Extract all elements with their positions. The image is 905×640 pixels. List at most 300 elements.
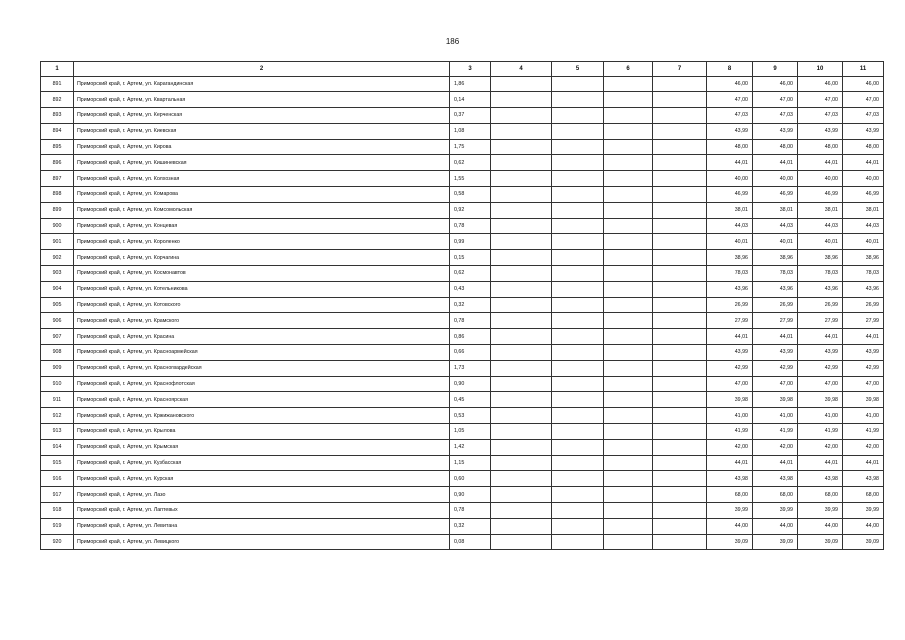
table-row — [41, 518, 884, 534]
empty-cell — [604, 345, 653, 361]
value-col8-cell: 41,99 — [707, 424, 753, 440]
empty-cell — [552, 455, 604, 471]
value-col9-cell: 41,99 — [753, 424, 798, 440]
row-number-cell: 907 — [41, 329, 74, 345]
empty-cell — [552, 92, 604, 108]
empty-cell — [653, 392, 707, 408]
value-col11-cell: 39,98 — [843, 392, 884, 408]
value-col3-cell: 0,90 — [450, 487, 491, 503]
value-col9-cell: 39,99 — [753, 503, 798, 519]
value-col9-cell: 43,99 — [753, 123, 798, 139]
value-col11-cell: 26,99 — [843, 297, 884, 313]
table-body — [41, 76, 884, 550]
value-col10-cell: 39,09 — [798, 534, 843, 550]
row-number-cell: 920 — [41, 534, 74, 550]
empty-cell — [653, 139, 707, 155]
value-col3-cell: 0,99 — [450, 234, 491, 250]
empty-cell — [491, 376, 552, 392]
empty-cell — [552, 281, 604, 297]
empty-cell — [653, 503, 707, 519]
value-col3-cell: 0,92 — [450, 202, 491, 218]
address-cell: Приморский край, г. Артем, ул. Котовского — [74, 297, 450, 313]
value-col8-cell: 43,96 — [707, 281, 753, 297]
empty-cell — [552, 123, 604, 139]
empty-cell — [491, 345, 552, 361]
value-col9-cell: 40,01 — [753, 234, 798, 250]
row-number-cell: 916 — [41, 471, 74, 487]
value-col3-cell: 0,58 — [450, 187, 491, 203]
empty-cell — [491, 76, 552, 92]
row-number-cell: 912 — [41, 408, 74, 424]
value-col9-cell: 44,01 — [753, 155, 798, 171]
value-col3-cell: 0,15 — [450, 250, 491, 266]
table-row — [41, 281, 884, 297]
column-header: 9 — [753, 62, 798, 77]
empty-cell — [491, 471, 552, 487]
address-cell: Приморский край, г. Артем, ул. Курская — [74, 471, 450, 487]
empty-cell — [491, 313, 552, 329]
empty-cell — [604, 123, 653, 139]
value-col3-cell: 0,86 — [450, 329, 491, 345]
value-col3-cell: 1,73 — [450, 360, 491, 376]
empty-cell — [552, 360, 604, 376]
empty-cell — [604, 234, 653, 250]
empty-cell — [552, 408, 604, 424]
empty-cell — [653, 487, 707, 503]
table-row — [41, 266, 884, 282]
empty-cell — [604, 281, 653, 297]
empty-cell — [491, 487, 552, 503]
value-col9-cell: 38,96 — [753, 250, 798, 266]
empty-cell — [604, 439, 653, 455]
empty-cell — [653, 266, 707, 282]
address-cell: Приморский край, г. Артем, ул. Лазо — [74, 487, 450, 503]
value-col8-cell: 47,03 — [707, 108, 753, 124]
empty-cell — [491, 155, 552, 171]
address-cell: Приморский край, г. Артем, ул. Космонавтов — [74, 266, 450, 282]
table-row — [41, 360, 884, 376]
value-col8-cell: 46,00 — [707, 76, 753, 92]
value-col8-cell: 39,09 — [707, 534, 753, 550]
value-col9-cell: 41,00 — [753, 408, 798, 424]
address-cell: Приморский край, г. Артем, ул. Котельникова — [74, 281, 450, 297]
empty-cell — [552, 139, 604, 155]
value-col9-cell: 44,03 — [753, 218, 798, 234]
empty-cell — [552, 471, 604, 487]
empty-cell — [653, 471, 707, 487]
value-col8-cell: 40,01 — [707, 234, 753, 250]
value-col11-cell: 78,03 — [843, 266, 884, 282]
empty-cell — [552, 202, 604, 218]
row-number-cell: 918 — [41, 503, 74, 519]
empty-cell — [653, 123, 707, 139]
value-col10-cell: 41,99 — [798, 424, 843, 440]
column-header: 10 — [798, 62, 843, 77]
empty-cell — [653, 376, 707, 392]
empty-cell — [653, 187, 707, 203]
address-cell: Приморский край, г. Артем, ул. Красноярская — [74, 392, 450, 408]
value-col10-cell: 39,98 — [798, 392, 843, 408]
value-col10-cell: 43,98 — [798, 471, 843, 487]
empty-cell — [604, 92, 653, 108]
address-cell: Приморский край, г. Артем, ул. Левитана — [74, 518, 450, 534]
value-col11-cell: 46,99 — [843, 187, 884, 203]
value-col9-cell: 46,00 — [753, 76, 798, 92]
empty-cell — [552, 171, 604, 187]
value-col11-cell: 38,01 — [843, 202, 884, 218]
table-row — [41, 408, 884, 424]
table-row — [41, 218, 884, 234]
value-col8-cell: 44,01 — [707, 455, 753, 471]
value-col11-cell: 44,01 — [843, 155, 884, 171]
value-col8-cell: 43,99 — [707, 345, 753, 361]
value-col8-cell: 26,99 — [707, 297, 753, 313]
address-cell: Приморский край, г. Артем, ул. Карагандинская — [74, 76, 450, 92]
value-col8-cell: 68,00 — [707, 487, 753, 503]
empty-cell — [491, 250, 552, 266]
value-col11-cell: 44,01 — [843, 329, 884, 345]
row-number-cell: 895 — [41, 139, 74, 155]
row-number-cell: 908 — [41, 345, 74, 361]
empty-cell — [491, 360, 552, 376]
empty-cell — [552, 187, 604, 203]
value-col10-cell: 42,99 — [798, 360, 843, 376]
value-col11-cell: 44,00 — [843, 518, 884, 534]
address-cell: Приморский край, г. Артем, ул. Крымская — [74, 439, 450, 455]
value-col11-cell: 27,99 — [843, 313, 884, 329]
empty-cell — [604, 297, 653, 313]
empty-cell — [604, 376, 653, 392]
value-col10-cell: 46,99 — [798, 187, 843, 203]
address-cell: Приморский край, г. Артем, ул. Красина — [74, 329, 450, 345]
value-col11-cell: 43,98 — [843, 471, 884, 487]
value-col8-cell: 38,01 — [707, 202, 753, 218]
value-col10-cell: 47,00 — [798, 376, 843, 392]
value-col3-cell: 0,78 — [450, 503, 491, 519]
row-number-cell: 913 — [41, 424, 74, 440]
address-cell: Приморский край, г. Артем, ул. Красноармейская — [74, 345, 450, 361]
empty-cell — [552, 518, 604, 534]
value-col10-cell: 38,96 — [798, 250, 843, 266]
empty-cell — [653, 281, 707, 297]
value-col3-cell: 0,14 — [450, 92, 491, 108]
address-cell: Приморский край, г. Артем, ул. Корчагина — [74, 250, 450, 266]
row-number-cell: 892 — [41, 92, 74, 108]
value-col11-cell: 47,00 — [843, 92, 884, 108]
empty-cell — [491, 518, 552, 534]
empty-cell — [653, 455, 707, 471]
empty-cell — [491, 108, 552, 124]
value-col8-cell: 40,00 — [707, 171, 753, 187]
row-number-cell: 915 — [41, 455, 74, 471]
row-number-cell: 906 — [41, 313, 74, 329]
value-col11-cell: 41,00 — [843, 408, 884, 424]
value-col8-cell: 39,99 — [707, 503, 753, 519]
row-number-cell: 910 — [41, 376, 74, 392]
column-header: 6 — [604, 62, 653, 77]
value-col9-cell: 43,96 — [753, 281, 798, 297]
value-col8-cell: 44,01 — [707, 329, 753, 345]
empty-cell — [604, 471, 653, 487]
header-row — [41, 62, 884, 77]
row-number-cell: 896 — [41, 155, 74, 171]
empty-cell — [491, 234, 552, 250]
empty-cell — [491, 266, 552, 282]
empty-cell — [552, 108, 604, 124]
address-cell: Приморский край, г. Артем, ул. Крылова — [74, 424, 450, 440]
row-number-cell: 902 — [41, 250, 74, 266]
value-col3-cell: 0,62 — [450, 266, 491, 282]
row-number-cell: 898 — [41, 187, 74, 203]
row-number-cell: 905 — [41, 297, 74, 313]
column-header: 8 — [707, 62, 753, 77]
empty-cell — [491, 139, 552, 155]
empty-cell — [604, 139, 653, 155]
empty-cell — [604, 329, 653, 345]
value-col11-cell: 43,96 — [843, 281, 884, 297]
address-cell: Приморский край, г. Артем, ул. Красногвардейская — [74, 360, 450, 376]
value-col10-cell: 47,00 — [798, 92, 843, 108]
value-col9-cell: 43,99 — [753, 345, 798, 361]
empty-cell — [552, 218, 604, 234]
value-col10-cell: 78,03 — [798, 266, 843, 282]
empty-cell — [552, 424, 604, 440]
value-col8-cell: 41,00 — [707, 408, 753, 424]
table-row — [41, 503, 884, 519]
value-col3-cell: 0,32 — [450, 518, 491, 534]
table-row — [41, 534, 884, 550]
value-col9-cell: 47,00 — [753, 376, 798, 392]
empty-cell — [552, 503, 604, 519]
empty-cell — [604, 266, 653, 282]
column-header: 4 — [491, 62, 552, 77]
empty-cell — [552, 266, 604, 282]
column-header: 1 — [41, 62, 74, 77]
value-col11-cell: 42,00 — [843, 439, 884, 455]
table-row — [41, 92, 884, 108]
value-col11-cell: 43,99 — [843, 345, 884, 361]
table-row — [41, 345, 884, 361]
column-header: 7 — [653, 62, 707, 77]
empty-cell — [604, 360, 653, 376]
value-col9-cell: 48,00 — [753, 139, 798, 155]
empty-cell — [604, 518, 653, 534]
column-header: 11 — [843, 62, 884, 77]
empty-cell — [604, 108, 653, 124]
value-col8-cell: 47,00 — [707, 376, 753, 392]
address-cell: Приморский край, г. Артем, ул. Киевская — [74, 123, 450, 139]
empty-cell — [653, 329, 707, 345]
page-number: 186 — [445, 37, 460, 46]
empty-cell — [604, 408, 653, 424]
empty-cell — [552, 392, 604, 408]
row-number-cell: 904 — [41, 281, 74, 297]
column-header: 5 — [552, 62, 604, 77]
empty-cell — [552, 155, 604, 171]
empty-cell — [604, 392, 653, 408]
row-number-cell: 900 — [41, 218, 74, 234]
empty-cell — [491, 329, 552, 345]
value-col3-cell: 1,55 — [450, 171, 491, 187]
value-col9-cell: 46,99 — [753, 187, 798, 203]
empty-cell — [604, 187, 653, 203]
empty-cell — [604, 250, 653, 266]
value-col11-cell: 39,99 — [843, 503, 884, 519]
value-col8-cell: 43,99 — [707, 123, 753, 139]
value-col11-cell: 42,99 — [843, 360, 884, 376]
address-cell: Приморский край, г. Артем, ул. Комсомольская — [74, 202, 450, 218]
row-number-cell: 903 — [41, 266, 74, 282]
empty-cell — [653, 424, 707, 440]
value-col9-cell: 26,99 — [753, 297, 798, 313]
address-cell: Приморский край, г. Артем, ул. Лаптевых — [74, 503, 450, 519]
value-col11-cell: 47,03 — [843, 108, 884, 124]
empty-cell — [604, 455, 653, 471]
empty-cell — [552, 250, 604, 266]
empty-cell — [604, 202, 653, 218]
empty-cell — [552, 376, 604, 392]
value-col3-cell: 0,45 — [450, 392, 491, 408]
value-col3-cell: 1,15 — [450, 455, 491, 471]
empty-cell — [653, 155, 707, 171]
value-col11-cell: 38,96 — [843, 250, 884, 266]
value-col10-cell: 44,01 — [798, 155, 843, 171]
value-col9-cell: 38,01 — [753, 202, 798, 218]
empty-cell — [552, 487, 604, 503]
empty-cell — [552, 345, 604, 361]
empty-cell — [552, 534, 604, 550]
row-number-cell: 897 — [41, 171, 74, 187]
value-col9-cell: 40,00 — [753, 171, 798, 187]
value-col3-cell: 1,42 — [450, 439, 491, 455]
row-number-cell: 893 — [41, 108, 74, 124]
empty-cell — [653, 439, 707, 455]
value-col9-cell: 43,98 — [753, 471, 798, 487]
value-col10-cell: 68,00 — [798, 487, 843, 503]
address-cell: Приморский край, г. Артем, ул. Концевая — [74, 218, 450, 234]
table-row — [41, 108, 884, 124]
address-cell: Приморский край, г. Артем, ул. Краснофлотская — [74, 376, 450, 392]
table-row — [41, 471, 884, 487]
value-col3-cell: 0,90 — [450, 376, 491, 392]
value-col10-cell: 40,01 — [798, 234, 843, 250]
value-col11-cell: 39,09 — [843, 534, 884, 550]
empty-cell — [491, 439, 552, 455]
value-col8-cell: 43,98 — [707, 471, 753, 487]
value-col8-cell: 44,00 — [707, 518, 753, 534]
value-col9-cell: 78,03 — [753, 266, 798, 282]
address-cell: Приморский край, г. Артем, ул. Комарова — [74, 187, 450, 203]
empty-cell — [552, 313, 604, 329]
empty-cell — [604, 424, 653, 440]
empty-cell — [491, 218, 552, 234]
empty-cell — [552, 297, 604, 313]
table-row — [41, 392, 884, 408]
value-col8-cell: 38,96 — [707, 250, 753, 266]
empty-cell — [604, 155, 653, 171]
value-col3-cell: 1,75 — [450, 139, 491, 155]
table-row — [41, 123, 884, 139]
address-cell: Приморский край, г. Артем, ул. Крамского — [74, 313, 450, 329]
table-row — [41, 329, 884, 345]
empty-cell — [552, 234, 604, 250]
table-row — [41, 297, 884, 313]
empty-cell — [491, 534, 552, 550]
address-cell: Приморский край, г. Артем, ул. Кишиневская — [74, 155, 450, 171]
empty-cell — [653, 92, 707, 108]
empty-cell — [604, 171, 653, 187]
value-col3-cell: 1,86 — [450, 76, 491, 92]
empty-cell — [653, 171, 707, 187]
table-row — [41, 234, 884, 250]
value-col3-cell: 1,08 — [450, 123, 491, 139]
value-col10-cell: 41,00 — [798, 408, 843, 424]
value-col3-cell: 0,53 — [450, 408, 491, 424]
address-cell: Приморский край, г. Артем, ул. Кузбасская — [74, 455, 450, 471]
empty-cell — [491, 92, 552, 108]
empty-cell — [491, 392, 552, 408]
value-col11-cell: 41,99 — [843, 424, 884, 440]
value-col9-cell: 47,03 — [753, 108, 798, 124]
value-col3-cell: 0,32 — [450, 297, 491, 313]
value-col10-cell: 44,01 — [798, 455, 843, 471]
address-cell: Приморский край, г. Артем, ул. Кржижановского — [74, 408, 450, 424]
value-col11-cell: 47,00 — [843, 376, 884, 392]
value-col8-cell: 44,01 — [707, 155, 753, 171]
empty-cell — [491, 455, 552, 471]
value-col8-cell: 48,00 — [707, 139, 753, 155]
empty-cell — [653, 218, 707, 234]
table-row — [41, 76, 884, 92]
value-col11-cell: 48,00 — [843, 139, 884, 155]
value-col9-cell: 47,00 — [753, 92, 798, 108]
empty-cell — [491, 408, 552, 424]
table-row — [41, 187, 884, 203]
value-col11-cell: 44,03 — [843, 218, 884, 234]
tariff-table — [40, 61, 884, 550]
value-col10-cell: 46,00 — [798, 76, 843, 92]
empty-cell — [653, 76, 707, 92]
table-row — [41, 313, 884, 329]
empty-cell — [552, 439, 604, 455]
empty-cell — [653, 297, 707, 313]
value-col8-cell: 39,98 — [707, 392, 753, 408]
value-col11-cell: 40,00 — [843, 171, 884, 187]
empty-cell — [491, 424, 552, 440]
value-col11-cell: 46,00 — [843, 76, 884, 92]
value-col9-cell: 39,98 — [753, 392, 798, 408]
column-header: 3 — [450, 62, 491, 77]
value-col10-cell: 40,00 — [798, 171, 843, 187]
value-col10-cell: 44,01 — [798, 329, 843, 345]
value-col9-cell: 42,99 — [753, 360, 798, 376]
value-col10-cell: 39,99 — [798, 503, 843, 519]
value-col8-cell: 27,99 — [707, 313, 753, 329]
row-number-cell: 909 — [41, 360, 74, 376]
value-col3-cell: 0,60 — [450, 471, 491, 487]
address-cell: Приморский край, г. Артем, ул. Кирова — [74, 139, 450, 155]
value-col8-cell: 78,03 — [707, 266, 753, 282]
value-col11-cell: 40,01 — [843, 234, 884, 250]
address-cell: Приморский край, г. Артем, ул. Керченская — [74, 108, 450, 124]
address-cell: Приморский край, г. Артем, ул. Короленко — [74, 234, 450, 250]
empty-cell — [653, 202, 707, 218]
table-row — [41, 202, 884, 218]
table-row — [41, 455, 884, 471]
row-number-cell: 901 — [41, 234, 74, 250]
empty-cell — [491, 202, 552, 218]
table-row — [41, 376, 884, 392]
